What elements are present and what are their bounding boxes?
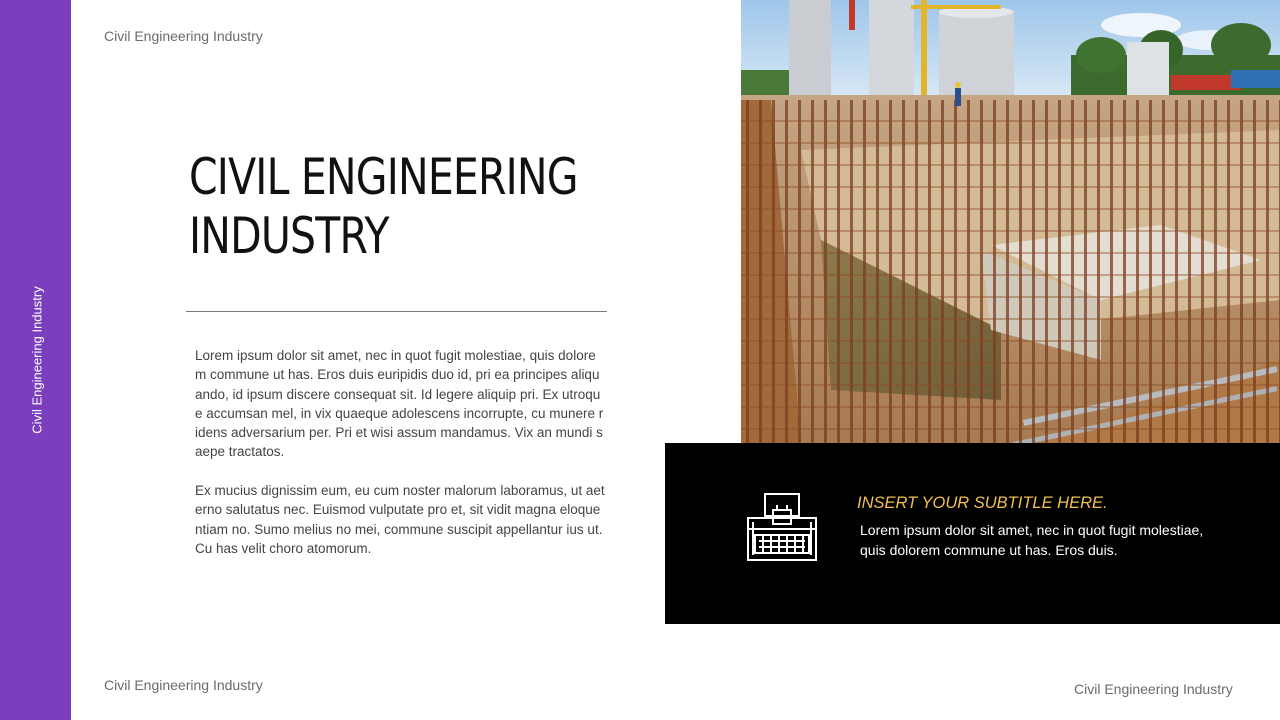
sidebar-label: Civil Engineering Industry [29, 286, 45, 434]
title-line-2: INDUSTRY [189, 207, 389, 265]
construction-site-photo [741, 0, 1280, 443]
feature-subtitle: INSERT YOUR SUBTITLE HERE. [857, 494, 1108, 512]
divider [186, 311, 607, 312]
sidebar-bar [0, 0, 71, 720]
feature-text: Lorem ipsum dolor sit amet, nec in quot fugit molestiae, quis dolorem commune ut has. Eros duis. [860, 522, 1204, 558]
header-label: Civil Engineering Industry [104, 28, 263, 44]
footer-right-label: Civil Engineering Industry [1074, 681, 1233, 697]
title-line-1: CIVIL ENGINEERING [189, 148, 578, 206]
footer-left-label: Civil Engineering Industry [104, 677, 263, 693]
page-title [189, 148, 578, 266]
body-paragraph-1: Lorem ipsum dolor sit amet, nec in quot fugit molestiae, quis dolorem commune ut has. Eros duis euripidis duo id, pri ea principes aliquando, id ipsum discere consequat sit. Id legere aliquip pri. Ex utroque accumsan mel, in vix quaeque adolescens incorrupte, cu munere ridens adversarium per. Pri et wisi assum mandamus. Vix an mundi saepe tractatos. [195, 348, 604, 460]
construction-machine-icon [745, 491, 819, 565]
body-paragraph-2: Ex mucius dignissim eum, eu cum noster malorum laboramus, ut aeterno salutatus nec. Euismod vulputate pro et, sit vidit magna eloquentiam no. Sumo melius no mei, commune suscipit appellantur ius ut. Cu has velit choro atomorum. [195, 483, 605, 556]
